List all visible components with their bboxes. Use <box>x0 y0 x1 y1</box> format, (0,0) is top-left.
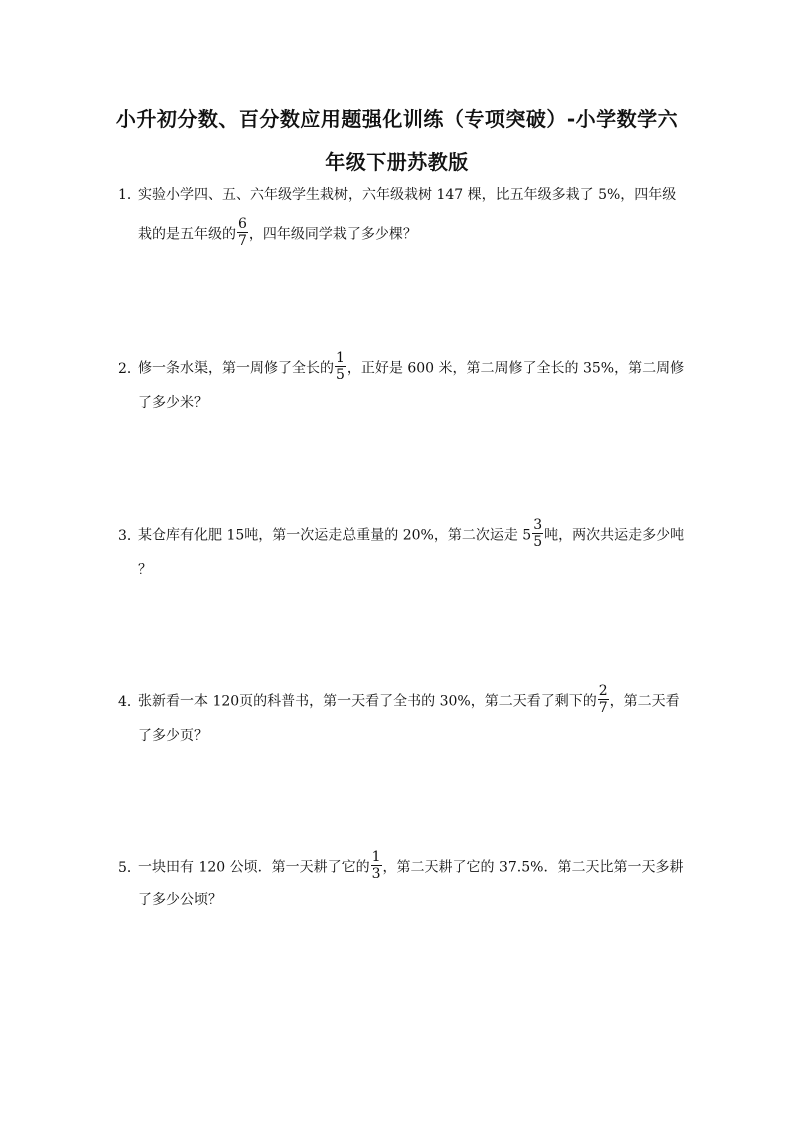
question-text: 了多少米？ <box>138 395 208 411</box>
question-text: 修一条水渠，第一周修了全长的 <box>138 360 334 377</box>
question-1-line-2 <box>138 216 417 249</box>
denominator: 5 <box>336 367 345 383</box>
question-text: 张新看一本 120页的科普书，第一天看了全书的 30%，第二天看了剩下的 <box>138 693 597 710</box>
question-2-line-1 <box>118 350 685 383</box>
question-text: ，第二天看 <box>609 693 680 710</box>
question-3-line-1 <box>118 517 685 550</box>
question-text: 栽的是五年级的 <box>138 226 236 243</box>
question-text: ，四年级同学栽了多少棵？ <box>248 226 417 243</box>
question-4-line-1 <box>118 683 680 716</box>
numerator: 1 <box>336 350 345 366</box>
denominator: 5 <box>533 534 543 550</box>
question-number: 3． <box>118 527 141 544</box>
question-5-line-1 <box>118 849 684 882</box>
question-number: 2． <box>118 360 141 377</box>
question-text: 某仓库有化肥 15吨，第一次运走总重量的 20%，第二次运走 5 <box>138 527 532 544</box>
question-3-line-2 <box>138 558 152 582</box>
fraction <box>598 684 609 715</box>
numerator: 3 <box>533 517 543 533</box>
document-title-line-1: 小升初分数、百分数应用题强化训练（专项突破）-小学数学六 <box>115 107 679 131</box>
question-text: ？ <box>138 562 152 578</box>
question-text: ，正好是 600 米，第二周修了全长的 35%，第二周修 <box>346 360 685 377</box>
question-number: 4． <box>118 693 141 710</box>
question-text: 了多少公顷？ <box>138 892 222 908</box>
question-number: 1． <box>118 187 141 203</box>
document-title-line-2: 年级下册苏教版 <box>325 150 469 174</box>
fraction <box>237 217 248 248</box>
question-number: 5． <box>118 859 141 876</box>
question-text: 实验小学四、五、六年级学生栽树，六年级栽树 147 棵，比五年级多栽了 5%，四年级 <box>138 187 677 203</box>
denominator: 3 <box>371 866 381 882</box>
question-4-line-2 <box>138 724 208 748</box>
fraction <box>371 850 382 881</box>
numerator: 1 <box>371 849 381 865</box>
denominator: 7 <box>598 700 608 716</box>
question-1-line-1 <box>118 183 676 207</box>
question-5-line-2 <box>138 888 222 912</box>
question-text: 一块田有 120 公顷．第一天耕了它的 <box>138 859 370 876</box>
question-text: ，第二天耕了它的 37.5%．第二天比第一天多耕 <box>382 859 684 876</box>
numerator: 6 <box>238 216 247 232</box>
denominator: 7 <box>238 233 247 249</box>
fraction <box>335 351 346 382</box>
question-2-line-2 <box>138 391 208 415</box>
fraction <box>532 518 543 549</box>
question-text: 了多少页？ <box>138 728 208 744</box>
question-text: 吨，两次共运走多少吨 <box>544 527 685 544</box>
numerator: 2 <box>598 683 608 699</box>
